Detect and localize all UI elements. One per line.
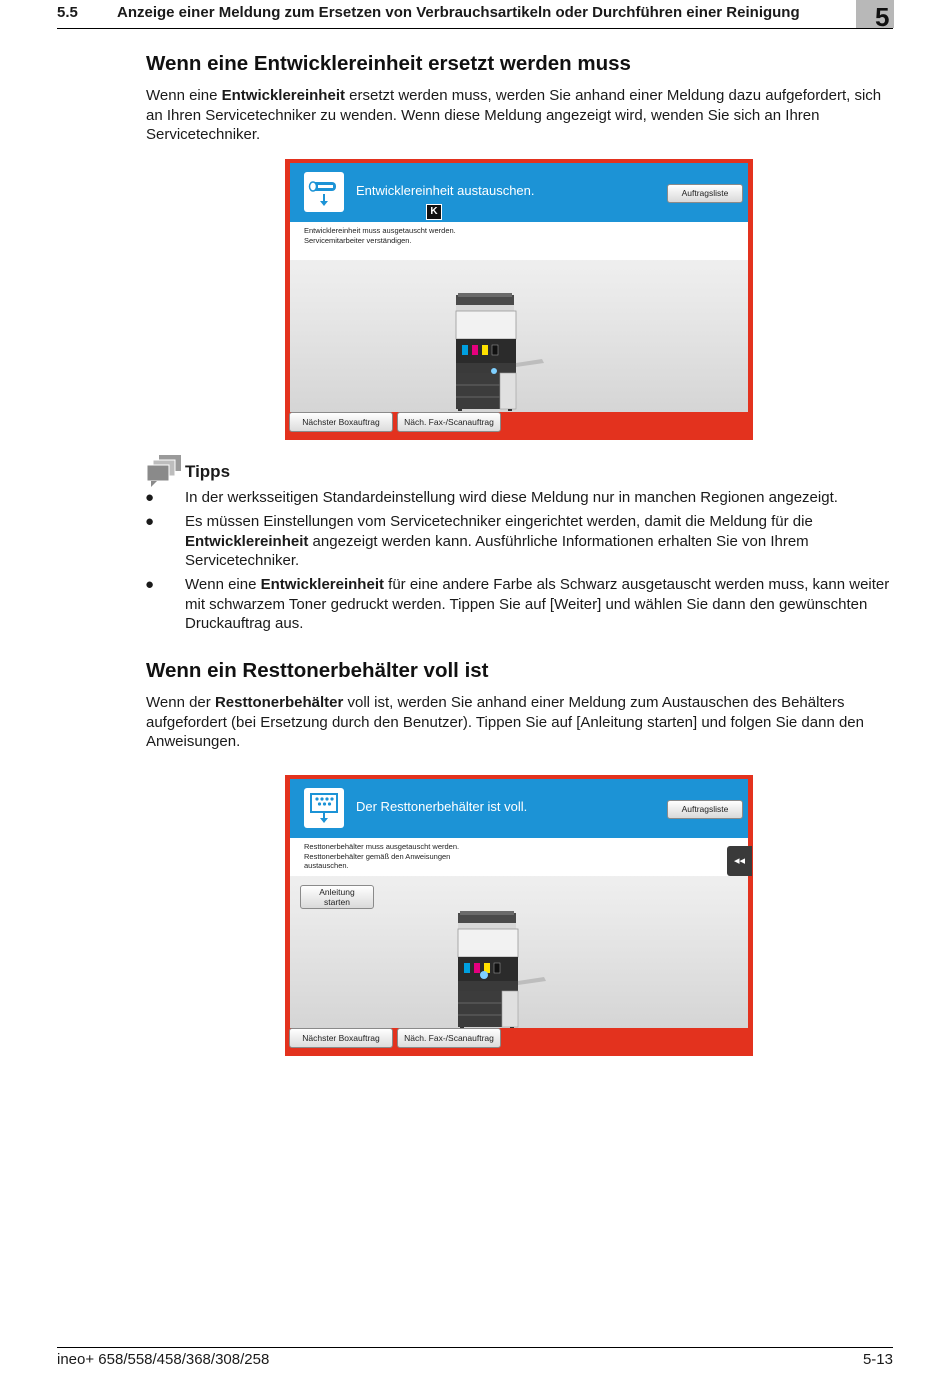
waste-toner-box-icon	[304, 788, 344, 828]
list-item: ● In der werksseitigen Standardeinstellung wird diese Meldung nur in manchen Regionen angezeigt.	[145, 489, 838, 506]
message-title: Entwicklereinheit austauschen.	[356, 183, 535, 198]
description-line: Servicemitarbeiter verständigen.	[304, 235, 412, 245]
waste-toner-screen	[285, 775, 753, 1056]
description-line: austauschen.	[304, 861, 349, 870]
next-box-job-button[interactable]: Nächster Boxauftrag	[289, 412, 393, 432]
screen-panel	[290, 779, 748, 1028]
printer-illustration-icon	[452, 293, 548, 411]
waste-toner-paragraph: Wenn der Resttonerbehälter voll ist, werden Sie anhand einer Meldung zum Austauschen des Behälters aufgefordert (bei Ersetzung durch den Benutzer). Tippen Sie auf [Anleitung starten] und folgen Sie dann den Anweisungen.	[146, 694, 864, 750]
header-divider	[57, 28, 893, 29]
description-line: Resttonerbehälter muss ausgetauscht werden.	[304, 842, 460, 851]
message-description	[304, 226, 564, 245]
chapter-number: 5	[875, 2, 890, 32]
footer-model: ineo+ 658/558/458/368/308/258	[57, 1351, 270, 1368]
section-number: 5.5	[57, 4, 78, 21]
next-box-job-button[interactable]: Nächster Boxauftrag	[289, 1028, 393, 1048]
footer-page-number: 5-13	[862, 1351, 893, 1368]
start-guide-label: Anleitung	[319, 887, 355, 897]
start-guide-label: starten	[324, 896, 350, 907]
start-guide-button[interactable]	[300, 885, 374, 909]
developer-unit-paragraph: Wenn eine Entwicklereinheit ersetzt werden muss, werden Sie anhand einer Meldung dazu aufgefordert, sich an Ihren Servicetechniker zu wenden. Wenn diese Meldung angezeigt wird, wenden Sie sich an Ihren Servicetechniker.	[146, 87, 882, 143]
list-item: ● Wenn eine Entwicklereinheit für eine andere Farbe als Schwarz ausgetauscht werden muss, kann weiter mit schwarzem Toner gedruckt werden. Tippen Sie auf [Weiter] und wählen Sie dann den gewünschten Druckauftrag aus.	[145, 576, 890, 632]
message-description	[304, 842, 564, 871]
description-line: Resttonerbehälter gemäß den Anweisungen	[304, 851, 451, 861]
developer-unit-icon	[304, 172, 344, 212]
next-fax-scan-job-button[interactable]: Näch. Fax-/Scanauftrag	[397, 1028, 501, 1048]
side-panel-toggle-button[interactable]: ◂◂	[727, 846, 752, 876]
tips-icon	[147, 455, 183, 487]
black-color-badge: K	[426, 204, 442, 220]
developer-unit-screen	[285, 159, 753, 440]
section-heading-waste-toner: Wenn ein Resttonerbehälter voll ist	[146, 659, 489, 682]
next-fax-scan-job-button[interactable]: Näch. Fax-/Scanauftrag	[397, 412, 501, 432]
message-title: Der Resttonerbehälter ist voll.	[356, 799, 528, 814]
section-title: Anzeige einer Meldung zum Ersetzen von Verbrauchsartikeln oder Durchführen einer Reinigung	[117, 4, 800, 21]
tips-label: Tipps	[185, 462, 231, 481]
job-list-button[interactable]: Auftragsliste	[667, 184, 743, 203]
description-line: Entwicklereinheit muss ausgetauscht werden.	[304, 226, 456, 235]
screen-panel	[290, 163, 748, 412]
printer-illustration-icon	[454, 911, 550, 1028]
job-list-button[interactable]: Auftragsliste	[667, 800, 743, 819]
footer-divider	[57, 1347, 893, 1348]
section-heading-developer-unit: Wenn eine Entwicklereinheit ersetzt werden muss	[146, 52, 631, 75]
tips-list	[145, 488, 893, 638]
list-item: ● Es müssen Einstellungen vom Servicetechniker eingerichtet werden, damit die Meldung für die Entwicklereinheit angezeigt werden kann. Ausführliche Informationen erhalten Sie von Ihrem Servicetechniker.	[145, 513, 813, 569]
